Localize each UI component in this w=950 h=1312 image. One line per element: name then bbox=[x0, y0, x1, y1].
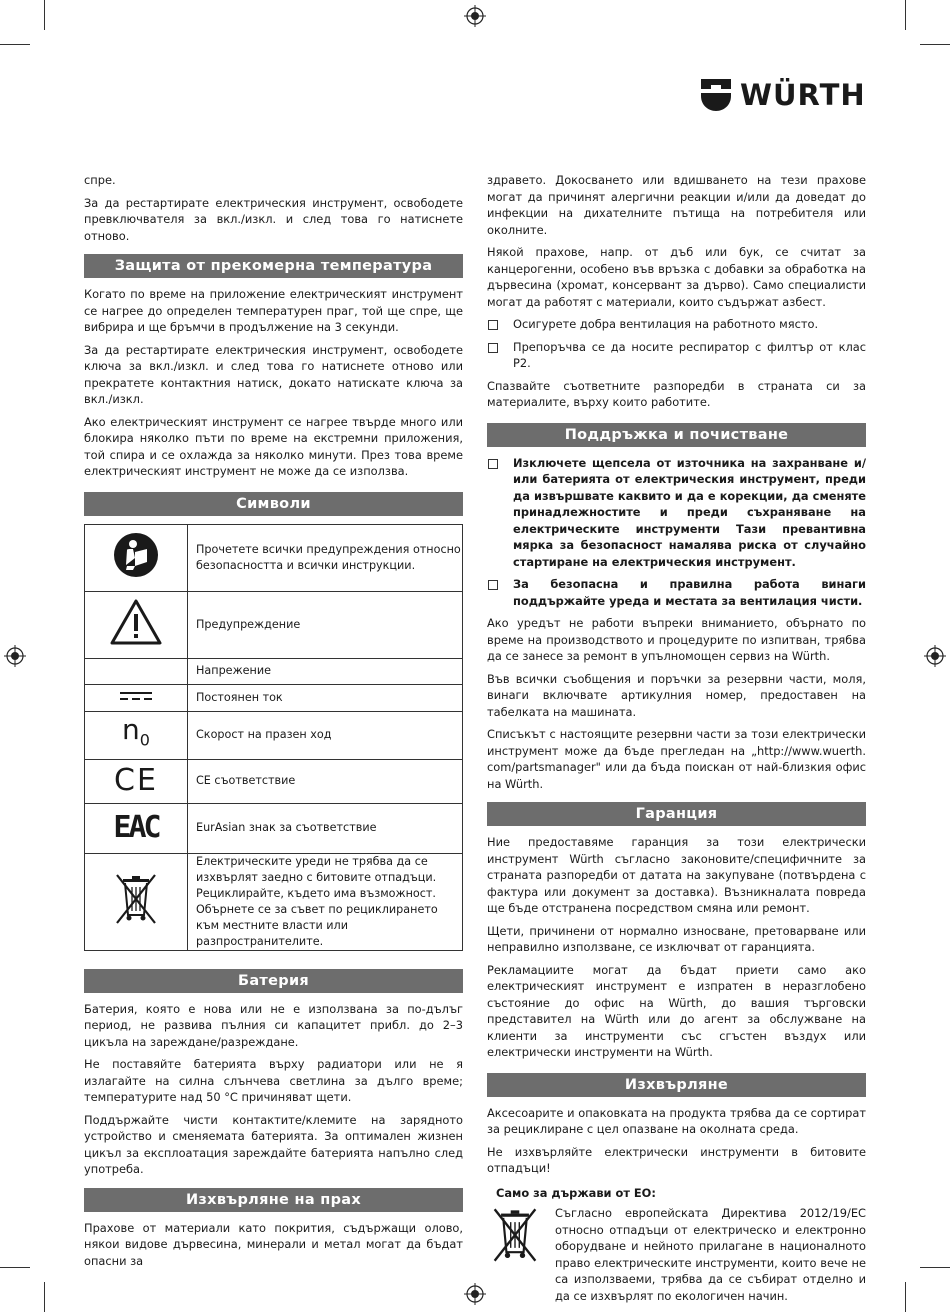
table-row bbox=[85, 759, 463, 803]
paragraph: спре. bbox=[84, 173, 116, 187]
paragraph: Списъкът с настоящите резервни части за този електрически инструмент може да бъде прегледан на „http://www.wuerth. com/partsmanager" или да бъда поискан от най-близкия офис на Würth. bbox=[487, 727, 866, 791]
direct-current-icon bbox=[120, 691, 152, 701]
table-row bbox=[85, 803, 463, 853]
crop-mark bbox=[905, 1282, 906, 1312]
crop-mark bbox=[905, 0, 906, 30]
registration-mark-icon bbox=[464, 1283, 486, 1305]
table-row bbox=[85, 524, 463, 591]
bullet-item bbox=[487, 455, 866, 571]
crop-mark bbox=[0, 44, 30, 45]
crop-mark bbox=[44, 0, 45, 30]
section-heading-disposal: Изхвърляне bbox=[487, 1073, 866, 1097]
read-manual-icon bbox=[113, 532, 159, 578]
symbol-glyph-sub: 0 bbox=[139, 730, 150, 750]
eu-only-heading: Само за държави от ЕО: bbox=[496, 1185, 656, 1200]
paragraph: Прахове от материали като покрития, съдържащи олово, някои видове дървесина, минерали и метал могат да бъдат опасни за bbox=[84, 1220, 463, 1268]
symbols-table bbox=[84, 524, 463, 951]
table-row bbox=[85, 591, 463, 658]
crop-mark bbox=[0, 1267, 30, 1268]
crop-mark bbox=[44, 1282, 45, 1312]
paragraph: Рекламациите могат да бъдат приети само ако електрическият инструмент е изпратен в неразглобено състояние до офис на Würth, до вашия търговски представител на Würth или до агент за обслужване на клиенти за инструменти със сгъстен въздух или електрически инструменти на Würth. bbox=[487, 962, 866, 1059]
symbol-cell bbox=[85, 759, 188, 803]
symbol-description: Прочетете всички предупреждения относно безопасността и всички инструкции. bbox=[188, 524, 463, 591]
symbol-cell bbox=[85, 591, 188, 658]
paragraph: Не изхвърляйте електрически инструменти в битовите отпадъци! bbox=[487, 1144, 866, 1175]
paragraph: Щети, причинени от нормално износване, претоварване или неправилно използване, се изключват от гаранцията. bbox=[487, 923, 866, 954]
section-heading-warranty: Гаранция bbox=[487, 802, 866, 826]
bullet-text: Изключете щепсела от източника на захранване и/или батерията от електрическия инструмент, преди да извършвате каквито и да е корекции, да сменяте принадлежностите и преди съхраняване на електрическите инструменти Тази превантивна мярка за безопасност намалява риска от случайно стартиране на електрическия инструмент. bbox=[513, 455, 866, 569]
paragraph: Ако електрическият инструмент се нагрее твърде много или блокира няколко пъти по време на екстремни приложения, той спира и се охлажда за няколко минути. През това време електрическият инструмент не може да се използва. bbox=[84, 414, 463, 478]
symbol-cell bbox=[85, 684, 188, 711]
bullet-text: Препоръчва се да носите респиратор с филтър от клас P2. bbox=[513, 339, 866, 370]
bullet-text: За безопасна и правилна работа винаги поддържайте уреда и местата за вентилация чисти. bbox=[513, 577, 866, 608]
symbol-description: CE съответствие bbox=[188, 759, 463, 803]
registration-mark-icon bbox=[924, 645, 946, 667]
paragraph: Ако уредът не работи въпреки вниманието, обърнато по време на производството и процедурите по изпитван, трябва да се занесе за ремонт в упълномощен сервиз на Würth. bbox=[487, 616, 866, 663]
table-row bbox=[85, 711, 463, 759]
paragraph: Ние предоставяме гаранция за този електрически инструмент Würth съгласно законовите/специфичните за страната разпоредби от датата на закупуване (потвърдена с фактура или документ за доставка). Възникналата повреда ще бъде отстранена посредством смяна или ремонт. bbox=[487, 835, 866, 915]
table-row bbox=[85, 684, 463, 711]
paragraph: Аксесоарите и опаковката на продукта трябва да се сортират за рециклиране с цел опазване на околната среда. bbox=[487, 1105, 866, 1136]
symbol-description: Постоянен ток bbox=[188, 684, 463, 711]
section-heading-overheat: Защита от прекомерна температура bbox=[84, 254, 463, 278]
registration-mark-icon bbox=[4, 645, 26, 667]
symbol-glyph: n bbox=[122, 712, 140, 746]
left-column bbox=[84, 172, 463, 1275]
paragraph: Когато по време на приложение електрическият инструмент се нагрее до определен температурен праг, той ще спре, ще вибрира и ще бръмчи в продължение на 3 секунди. bbox=[84, 287, 463, 334]
wurth-logo-mark-icon bbox=[700, 78, 732, 112]
eu-disposal-block bbox=[487, 1205, 866, 1304]
warning-triangle-icon bbox=[109, 598, 163, 646]
symbol-description: Скорост на празен ход bbox=[188, 711, 463, 759]
crop-mark bbox=[920, 1267, 950, 1268]
bullet-item bbox=[487, 339, 866, 372]
section-heading-maintenance: Поддръжка и почистване bbox=[487, 423, 866, 447]
right-column bbox=[487, 172, 866, 1304]
crop-mark bbox=[920, 44, 950, 45]
symbol-description: Електрическите уреди не трябва да се изхвърлят заедно с битовите отпадъци. Рециклирайте, където има възможност. Обърнете се за съвет по рециклирането към местните власти или разпространителите. bbox=[188, 853, 463, 950]
paragraph: Във всички съобщения и поръчки за резервни части, моля, винаги включвате артикулния номер, предоставен на табелката на машината. bbox=[487, 671, 866, 719]
wurth-logo bbox=[700, 78, 866, 112]
paragraph: Някой прахове, напр. от дъб или бук, се считат за канцерогенни, особено във връзка с добавки за обработка на дървесина (хромат, консервант за дърво). Само специалисти могат да работят с материали, които съдържат азбест. bbox=[487, 245, 866, 309]
paragraph: Батерия, която е нова или не е използвана за по-дълъг период, не развива пълния си капацитет прибл. до 2–3 цикъла на зареждане/разреждане. bbox=[84, 1001, 463, 1049]
paragraph: Спазвайте съответните разпоредби в страната си за материалите, върху които работите. bbox=[487, 378, 866, 409]
bullet-item bbox=[487, 576, 866, 609]
section-heading-battery: Батерия bbox=[84, 969, 463, 993]
paragraph: За да рестартирате електрическия инструмент, освободете ключа за вкл./изкл. и след това го натиснете отново или прекратете контактния натиск, докато натискате ключа за вкл./изкл. bbox=[84, 342, 463, 406]
symbol-cell bbox=[85, 853, 188, 950]
eac-mark-icon: EAC bbox=[113, 810, 159, 845]
checkbox-bullet-icon bbox=[488, 580, 498, 590]
crossed-bin-icon bbox=[113, 871, 159, 927]
symbol-description: Напрежение bbox=[188, 658, 463, 684]
no-load-speed-icon bbox=[122, 712, 150, 750]
symbol-description: Предупреждение bbox=[188, 591, 463, 658]
checkbox-bullet-icon bbox=[488, 320, 498, 330]
registration-mark-icon bbox=[464, 5, 486, 27]
bullet-item bbox=[487, 316, 866, 333]
checkbox-bullet-icon bbox=[488, 343, 498, 353]
logo-text: WÜRTH bbox=[740, 78, 866, 112]
symbol-cell bbox=[85, 803, 188, 853]
paragraph: Не поставяйте батерията върху радиатори или не я излагайте на силна слънчева светлина за дълго време; температурите над 50 °C причиняват щети. bbox=[84, 1057, 463, 1104]
table-row bbox=[85, 658, 463, 684]
checkbox-bullet-icon bbox=[488, 459, 498, 469]
eu-disposal-text: Съгласно европейската Директива 2012/19/EC относно отпадъци от електрическо и електронно оборудване и нейното прилагане в националното право електрическите инструменти, които вече не са използваеми, трябва да се събират отделно и да се изхвърлят по екологичен начин. bbox=[555, 1206, 866, 1303]
symbol-description: EurAsian знак за съответствие bbox=[188, 803, 463, 853]
section-heading-symbols: Символи bbox=[84, 492, 463, 516]
paragraph: Поддържайте чисти контактите/клемите на зарядното устройство и сменяемата батерията. За оптимален жизнен цикъл за експлоатация зареждайте батерията напълно след употреба. bbox=[84, 1112, 463, 1176]
symbol-cell bbox=[85, 711, 188, 759]
ce-mark-icon: CE bbox=[114, 763, 158, 798]
paragraph: За да рестартирате електрическия инструмент, освободете превключвателя за вкл./изкл. и след това го натиснете отново. bbox=[84, 195, 463, 243]
table-row bbox=[85, 853, 463, 950]
bullet-text: Осигурете добра вентилация на работното място. bbox=[513, 317, 819, 331]
symbol-cell bbox=[85, 524, 188, 591]
section-heading-dust: Изхвърляне на прах bbox=[84, 1188, 463, 1212]
crossed-bin-icon bbox=[487, 1205, 543, 1265]
paragraph: здравето. Докосването или вдишването на тези прахове могат да причинят алергични реакции и/или да доведат до инфекции на дихателните пътища на потребителя или околните. bbox=[487, 173, 866, 237]
symbol-cell bbox=[85, 658, 188, 684]
